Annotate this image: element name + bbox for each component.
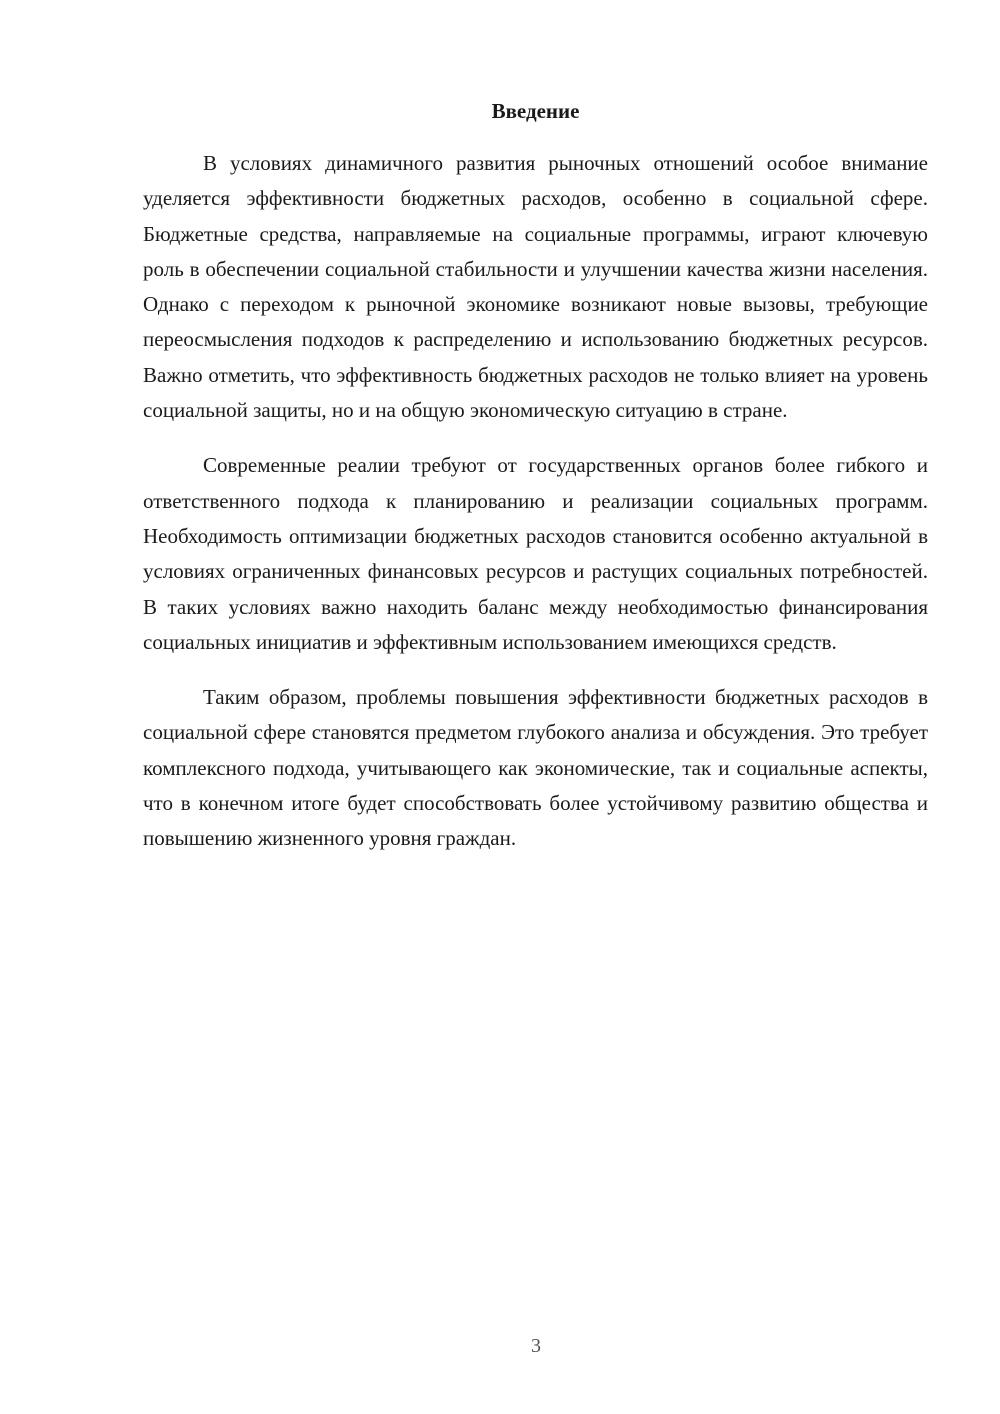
paragraph-1: В условиях динамичного развития рыночных отношений особое внимание уделяется эффективности бюджетных расходов, особенно в социальной сфере. Бюджетные средства, направляемые на социальные программы, играют ключевую роль в обеспечении социальной стабильности и улучшении качества жизни населения. Однако с переходом к рыночной экономике возникают новые вызовы, требующие переосмысления подходов к распределению и использованию бюджетных ресурсов. Важно отметить, что эффективность бюджетных расходов не только влияет на уровень социальной защиты, но и на общую экономическую ситуацию в стране. <box>143 151 928 423</box>
paragraph-3: Таким образом, проблемы повышения эффективности бюджетных расходов в социальной сфере становятся предметом глубокого анализа и обсуждения. Это требует комплексного подхода, учитывающего как экономические, так и социальные аспекты, что в конечном итоге будет способствовать более устойчивому развитию общества и повышению жизненного уровня граждан. <box>143 685 928 851</box>
page-content <box>143 97 928 857</box>
page-number: 3 <box>531 1335 541 1357</box>
page-title: Введение <box>491 99 580 123</box>
paragraph-2: Современные реалии требуют от государственных органов более гибкого и ответственного подхода к планированию и реализации социальных программ. Необходимость оптимизации бюджетных расходов становится особенно актуальной в условиях ограниченных финансовых ресурсов и растущих социальных потребностей. В таких условиях важно находить баланс между необходимостью финансирования социальных инициатив и эффективным использованием имеющихся средств. <box>143 453 928 654</box>
